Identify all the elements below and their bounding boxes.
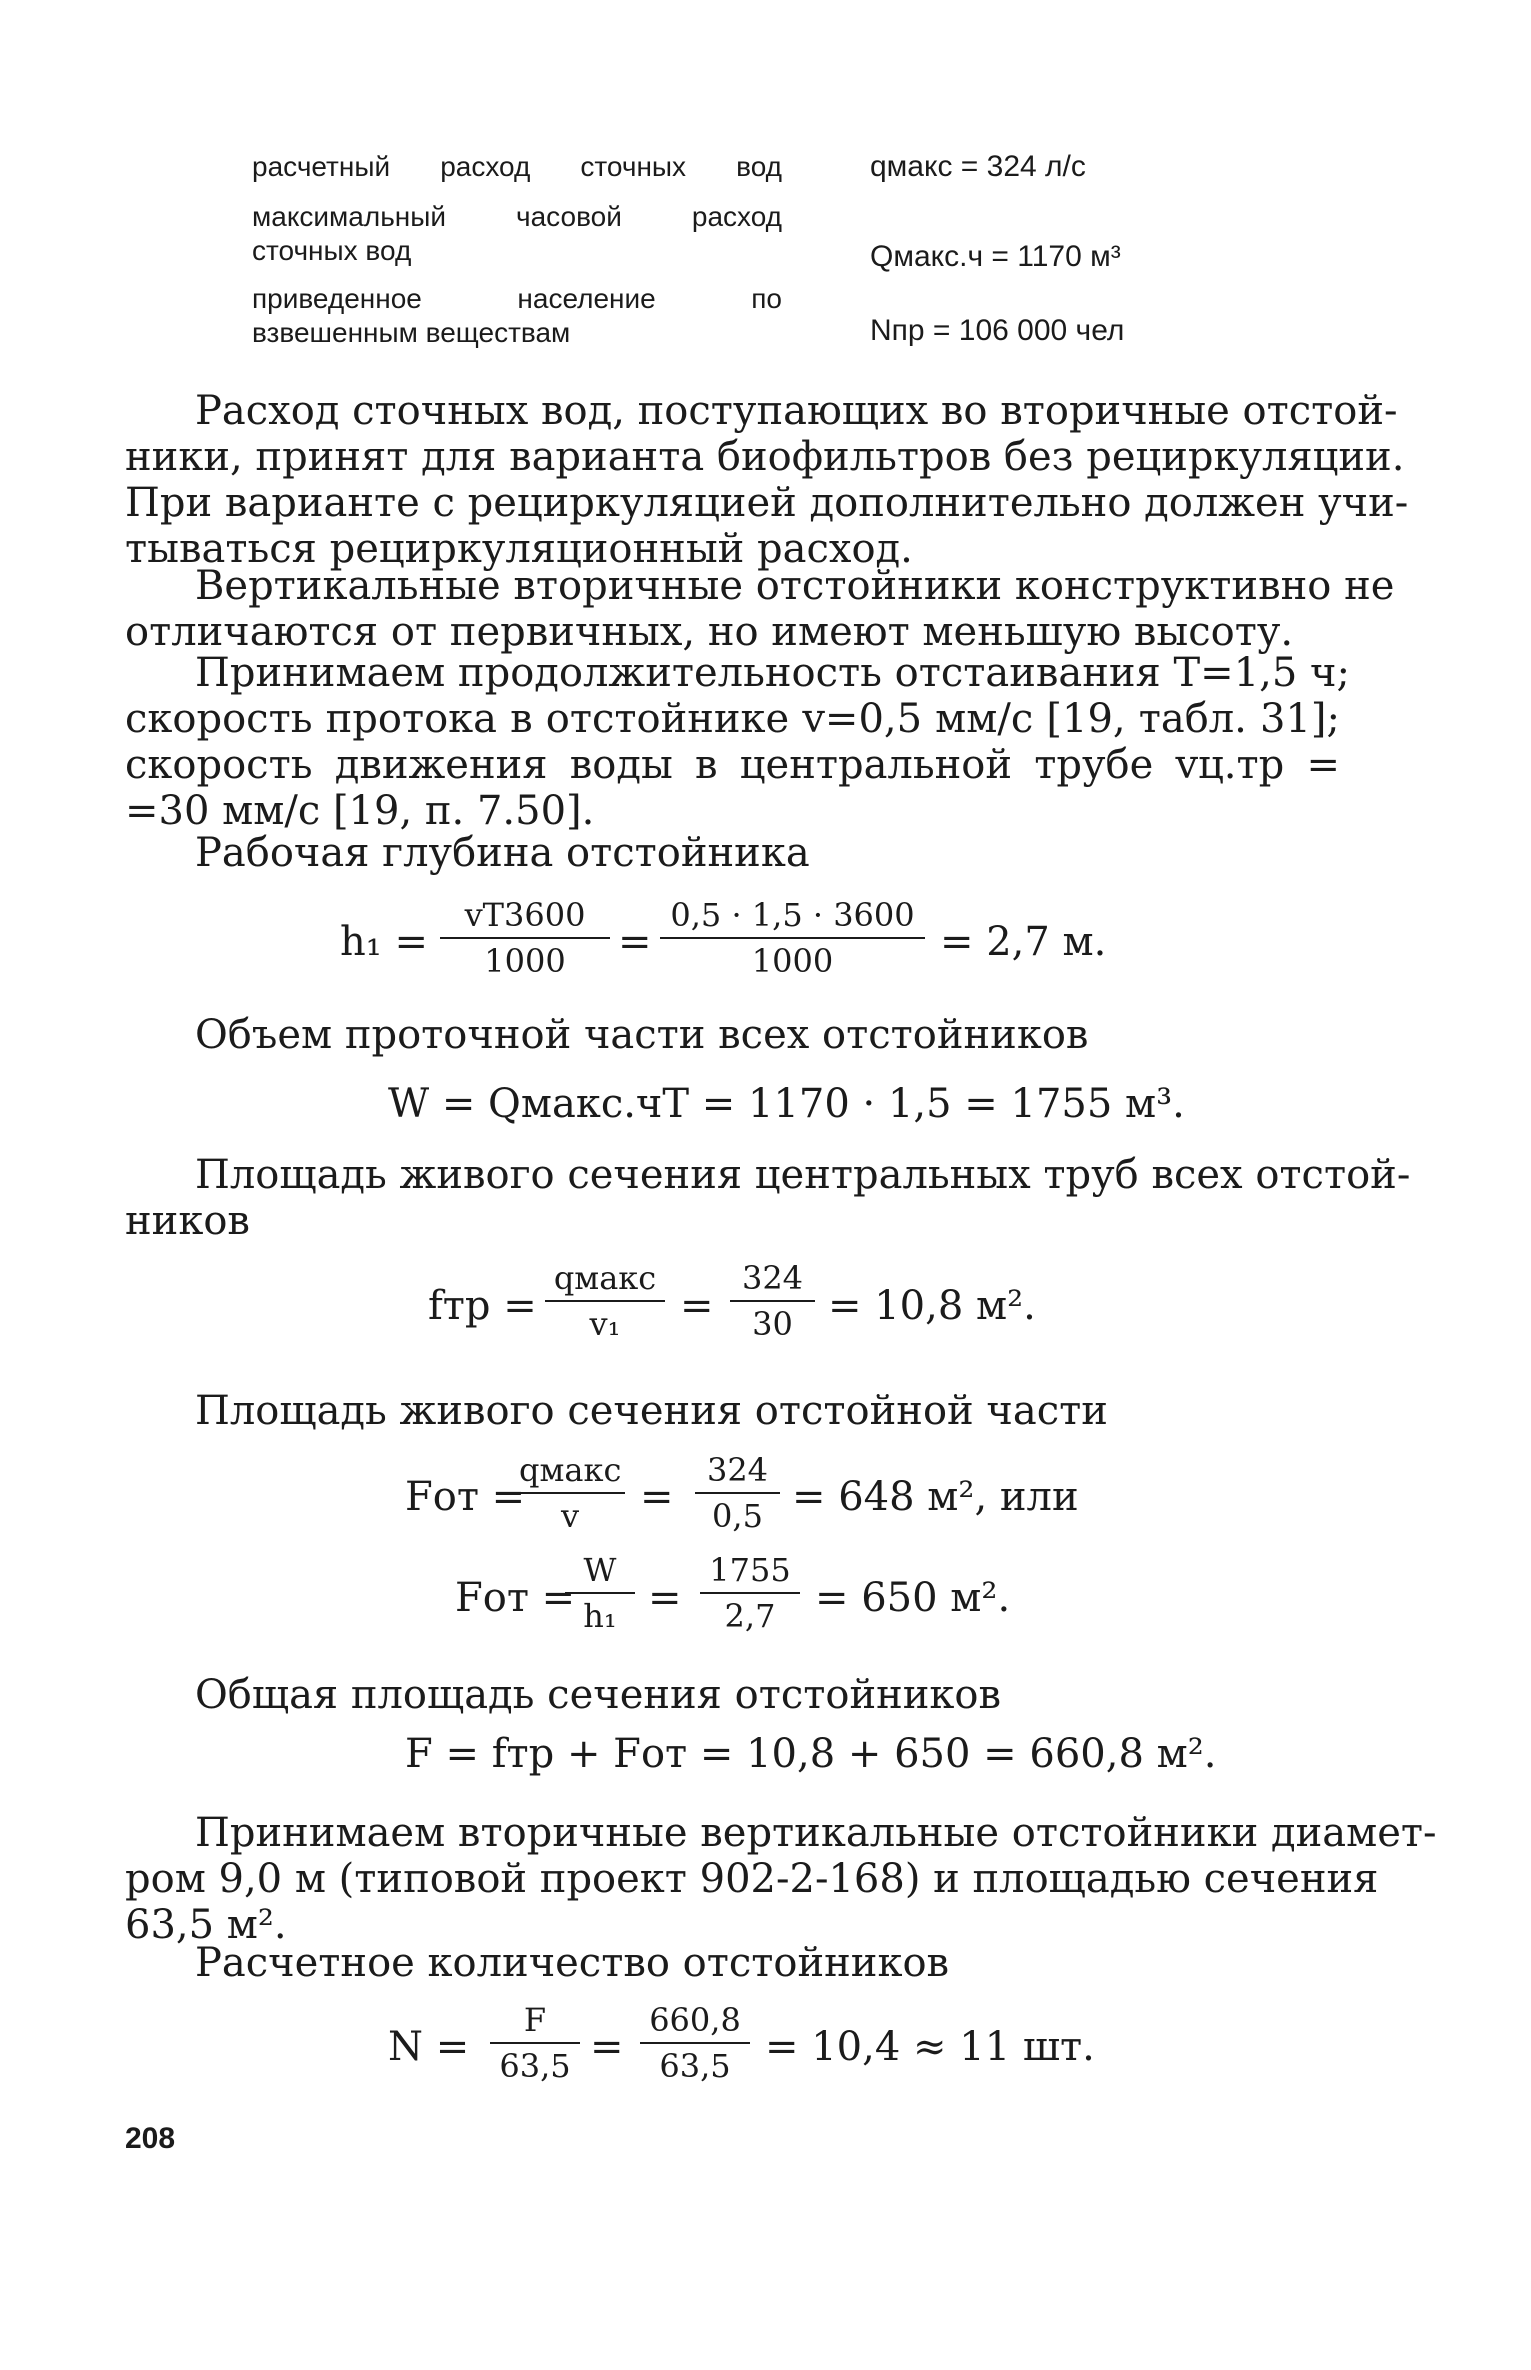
fraction bbox=[730, 1258, 815, 1344]
formula-lhs: Fот = bbox=[455, 1575, 576, 1621]
denominator: v bbox=[560, 1497, 580, 1535]
fraction bbox=[660, 895, 925, 981]
heading-volume: Объем проточной части всех отстойников bbox=[195, 1012, 1089, 1058]
formula-rhs: = 650 м². bbox=[815, 1575, 1011, 1621]
equals-sign: = bbox=[618, 919, 652, 965]
param-value-population: Nпр = 106 000 чел bbox=[870, 314, 1125, 347]
denominator: 0,5 bbox=[712, 1497, 763, 1535]
denominator: 1000 bbox=[751, 942, 834, 980]
denominator: 30 bbox=[752, 1305, 793, 1343]
text-line: При варианте с рециркуляцией дополнительно должен учи- bbox=[125, 480, 1409, 526]
fraction bbox=[640, 2000, 750, 2086]
numerator: vT3600 bbox=[440, 895, 610, 939]
paragraph-central-pipes bbox=[125, 1152, 1411, 1244]
fraction bbox=[695, 1450, 780, 1536]
text-line: тываться рециркуляционный расход. bbox=[125, 526, 913, 572]
text-line: скорость протока в отстойнике v=0,5 мм/с [19, табл. 31]; bbox=[125, 696, 1340, 742]
formula-rhs: = 10,8 м². bbox=[828, 1283, 1036, 1329]
heading-total-area: Общая площадь сечения отстойников bbox=[195, 1672, 1002, 1718]
text-line: =30 мм/с [19, п. 7.50]. bbox=[125, 788, 595, 834]
formula-rhs: = 10,4 ≈ 11 шт. bbox=[765, 2024, 1095, 2070]
text-line: 63,5 м². bbox=[125, 1902, 287, 1948]
fraction bbox=[490, 2000, 580, 2086]
denominator: 1000 bbox=[484, 942, 566, 980]
denominator: 63,5 bbox=[659, 2047, 731, 2085]
numerator: F bbox=[490, 2000, 580, 2044]
paragraph-recirculation bbox=[125, 388, 1409, 572]
formula-lhs: N = bbox=[388, 2024, 470, 2070]
formula-lhs: Fот = bbox=[405, 1474, 526, 1520]
fraction bbox=[565, 1550, 635, 1636]
param-label-population bbox=[252, 282, 782, 350]
paragraph-settling-time bbox=[125, 650, 1350, 834]
heading-settling-area: Площадь живого сечения отстойной части bbox=[195, 1388, 1108, 1434]
denominator: 2,7 bbox=[724, 1597, 776, 1635]
formula-volume: W = Qмакс.чT = 1170 · 1,5 = 1755 м³. bbox=[388, 1081, 1185, 1127]
text-line: Вертикальные вторичные отстойники конструктивно не bbox=[195, 563, 1395, 609]
param-label-line: расчетный расход сточных вод bbox=[252, 151, 782, 182]
param-label-line: приведенное население по bbox=[252, 283, 782, 314]
equals-sign: = bbox=[590, 2024, 624, 2070]
denominator: 63,5 bbox=[499, 2047, 571, 2085]
text-line: отличаются от первичных, но имеют меньшую высоту. bbox=[125, 609, 1294, 655]
equals-sign: = bbox=[680, 1283, 714, 1329]
paragraph-vertical-tanks bbox=[125, 563, 1395, 655]
fraction bbox=[545, 1258, 665, 1344]
param-label-line: максимальный часовой расход bbox=[252, 201, 782, 232]
formula-lhs: h₁ = bbox=[340, 919, 429, 965]
param-value-hourly: Qмакс.ч = 1170 м³ bbox=[870, 240, 1121, 273]
heading-count: Расчетное количество отстойников bbox=[195, 1940, 950, 1986]
paragraph-diameter bbox=[125, 1810, 1437, 1948]
param-value-flow: qмакс = 324 л/с bbox=[870, 150, 1086, 183]
fraction bbox=[440, 895, 610, 981]
param-label-line: взвешенным веществам bbox=[252, 317, 571, 348]
param-label-hourly bbox=[252, 200, 782, 268]
equals-sign: = bbox=[640, 1474, 674, 1520]
numerator: 1755 bbox=[700, 1550, 800, 1594]
numerator: 324 bbox=[730, 1258, 815, 1302]
formula-rhs: = 648 м², или bbox=[792, 1474, 1079, 1520]
text-line: Принимаем вторичные вертикальные отстойники диамет- bbox=[195, 1810, 1437, 1856]
numerator: qмакс bbox=[545, 1258, 665, 1302]
numerator: 660,8 bbox=[640, 2000, 750, 2044]
equals-sign: = bbox=[648, 1575, 682, 1621]
param-label-line: сточных вод bbox=[252, 235, 412, 266]
formula-rhs: = 2,7 м. bbox=[940, 919, 1107, 965]
text-line: ники, принят для варианта биофильтров без рециркуляции. bbox=[125, 434, 1405, 480]
numerator: 324 bbox=[695, 1450, 780, 1494]
text-line: Площадь живого сечения центральных труб всех отстой- bbox=[195, 1152, 1411, 1198]
denominator: v₁ bbox=[589, 1305, 621, 1343]
page-number: 208 bbox=[125, 2122, 176, 2155]
text-line: Принимаем продолжительность отстаивания T=1,5 ч; bbox=[195, 650, 1350, 696]
formula-total-area: F = fтр + Fот = 10,8 + 650 = 660,8 м². bbox=[405, 1731, 1217, 1777]
denominator: h₁ bbox=[583, 1597, 617, 1635]
fraction bbox=[700, 1550, 800, 1636]
heading-working-depth: Рабочая глубина отстойника bbox=[195, 830, 810, 876]
numerator: qмакс bbox=[515, 1450, 625, 1494]
formula-lhs: fтр = bbox=[428, 1283, 537, 1329]
numerator: 0,5 · 1,5 · 3600 bbox=[660, 895, 925, 939]
numerator: W bbox=[565, 1550, 635, 1594]
param-label-flow bbox=[252, 150, 782, 184]
text-line: ников bbox=[125, 1198, 250, 1244]
text-line: скорость движения воды в центральной трубе vц.тр = bbox=[125, 742, 1340, 788]
text-line: ром 9,0 м (типовой проект 902-2-168) и площадью сечения bbox=[125, 1856, 1379, 1902]
fraction bbox=[515, 1450, 625, 1536]
text-line: Расход сточных вод, поступающих во вторичные отстой- bbox=[195, 388, 1398, 434]
